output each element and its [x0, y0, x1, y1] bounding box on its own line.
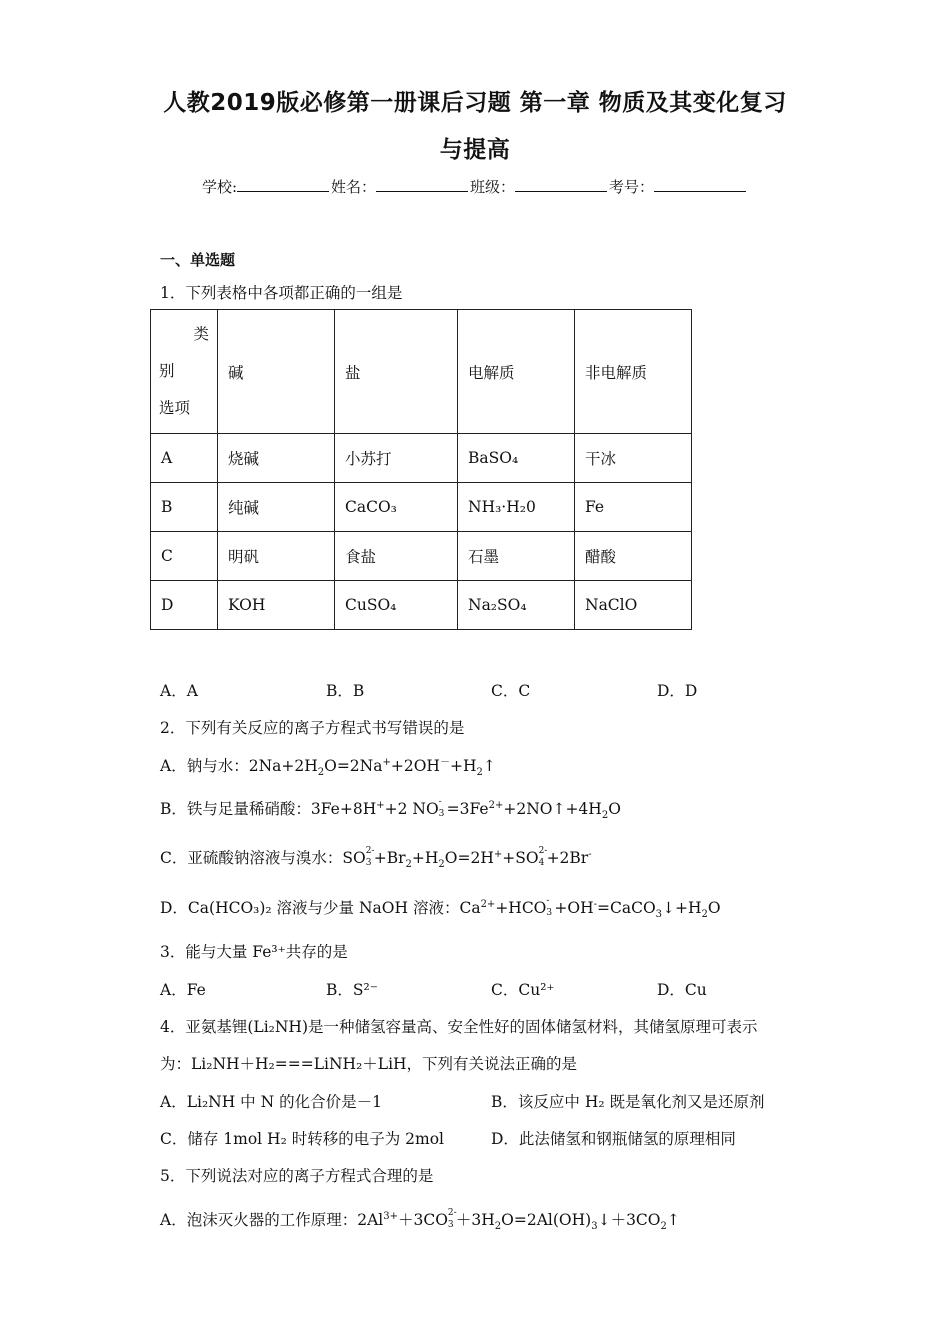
school-label: 学校:: [201, 178, 237, 196]
corner-mid: 别: [159, 362, 175, 380]
q2-option-b[interactable]: [160, 797, 621, 822]
row-base: 纯碱: [218, 483, 335, 532]
q5-stem: 5．下列说法对应的离子方程式合理的是: [160, 1167, 434, 1185]
q2-option-a-label: A．钠与水：: [160, 757, 249, 775]
name-blank[interactable]: [376, 177, 468, 192]
q1-option-b[interactable]: B．B: [326, 682, 365, 700]
q4-option-c[interactable]: C．储存 1mol H₂ 时转移的电子为 2mol: [160, 1130, 444, 1148]
row-electrolyte: 石墨: [458, 532, 575, 581]
row-salt: 食盐: [335, 532, 458, 581]
q2-option-b-label: B．铁与足量稀硝酸：: [160, 800, 311, 818]
row-option: D: [151, 581, 218, 630]
row-salt: CaCO₃: [335, 483, 458, 532]
table-corner-cell: [151, 310, 218, 434]
table-row: [151, 483, 692, 532]
q4-option-a[interactable]: A．Li₂NH 中 N 的化合价是－1: [160, 1093, 382, 1111]
q1-option-d[interactable]: D．D: [657, 682, 698, 700]
header-nonelectrolyte: 非电解质: [575, 310, 692, 434]
row-option: B: [151, 483, 218, 532]
row-electrolyte: Na₂SO₄: [458, 581, 575, 630]
q3-option-b[interactable]: B．S²⁻: [326, 981, 378, 999]
q5-option-a[interactable]: [160, 1208, 680, 1233]
corner-bottom: 选项: [159, 399, 191, 417]
equation-c: SO 2- 3 $+Br_2+H_2O=2H^++SO$ 2- 4 +2Br-: [342, 846, 592, 871]
row-nonelectrolyte: 干冰: [575, 434, 692, 483]
q1-stem: 1．下列表格中各项都正确的一组是: [160, 284, 403, 302]
equation-b: 3Fe+8H++2 NO - 3 $=3Fe^{2+}+2NO↑+4H_2O$: [310, 797, 621, 822]
row-electrolyte: NH₃·H₂0: [458, 483, 575, 532]
q3-option-d[interactable]: D．Cu: [657, 981, 707, 999]
row-electrolyte: BaSO₄: [458, 434, 575, 483]
q2-stem: 2．下列有关反应的离子方程式书写错误的是: [160, 719, 465, 737]
q2-option-d[interactable]: [160, 896, 721, 921]
student-info-line: [0, 176, 950, 197]
row-nonelectrolyte: NaClO: [575, 581, 692, 630]
q2-option-c-label: C．亚硫酸钠溶液与溴水：: [160, 849, 343, 867]
q4-option-b[interactable]: B．该反应中 H₂ 既是氧化剂又是还原剂: [491, 1093, 765, 1111]
header-base: 碱: [218, 310, 335, 434]
equation-q5-a: $2Al^{3+}+3CO$ 2- 3 $+3H_2O=2Al(OH)_3↓+3CO_2↑$: [357, 1208, 680, 1233]
table-row: [151, 434, 692, 483]
header-electrolyte: 电解质: [458, 310, 575, 434]
class-label: 班级：: [470, 178, 516, 196]
table-header-row: [151, 310, 692, 434]
title-line-1: 人教2019版必修第一册课后习题 第一章 物质及其变化复习: [163, 90, 787, 116]
q4-option-d[interactable]: D．此法储氢和钢瓶储氢的原理相同: [491, 1130, 736, 1148]
q1-option-a[interactable]: A．A: [160, 682, 198, 700]
number-label: 考号：: [609, 178, 655, 196]
row-nonelectrolyte: 醋酸: [575, 532, 692, 581]
header-salt: 盐: [335, 310, 458, 434]
class-blank[interactable]: [515, 177, 607, 192]
q3-option-a[interactable]: A．Fe: [160, 981, 206, 999]
q2-option-c[interactable]: [160, 846, 592, 871]
table-row: [151, 581, 692, 630]
table-row: [151, 532, 692, 581]
number-blank[interactable]: [654, 177, 746, 192]
q4-stem-line-2: 为：Li₂NH＋H₂===LiNH₂＋LiH，下列有关说法正确的是: [160, 1055, 578, 1073]
section-title: 一、单选题: [160, 251, 236, 269]
corner-top: 类: [193, 325, 209, 343]
title-line-2: 与提高: [439, 137, 511, 163]
q1-option-c[interactable]: C．C: [491, 682, 531, 700]
row-salt: CuSO₄: [335, 581, 458, 630]
row-base: 烧碱: [218, 434, 335, 483]
row-base: 明矾: [218, 532, 335, 581]
name-label: 姓名：: [331, 178, 377, 196]
row-nonelectrolyte: Fe: [575, 483, 692, 532]
row-salt: 小苏打: [335, 434, 458, 483]
row-base: KOH: [218, 581, 335, 630]
q3-stem: 3．能与大量 Fe³⁺共存的是: [160, 943, 348, 961]
school-blank[interactable]: [237, 177, 329, 192]
equation-d: $Ca^{2+}+HCO$ - 3 $+OH^-=CaCO_3↓+H_2O$: [459, 896, 721, 921]
row-option: C: [151, 532, 218, 581]
q3-option-c[interactable]: C．Cu²⁺: [491, 981, 555, 999]
row-option: A: [151, 434, 218, 483]
q5-option-a-label: A．泡沫灭火器的工作原理：: [160, 1211, 358, 1229]
q1-table: [150, 309, 692, 630]
q4-stem-line-1: 4．亚氨基锂(Li₂NH)是一种储氢容量高、安全性好的固体储氢材料，其储氢原理可表示: [160, 1018, 758, 1036]
q2-option-d-label: D．Ca(HCO₃)₂ 溶液与少量 NaOH 溶液：: [160, 899, 460, 917]
equation-a: $2Na+2H_2O=2Na^++2OH^-+H_2↑$: [248, 756, 496, 779]
q2-option-a[interactable]: [160, 754, 496, 779]
